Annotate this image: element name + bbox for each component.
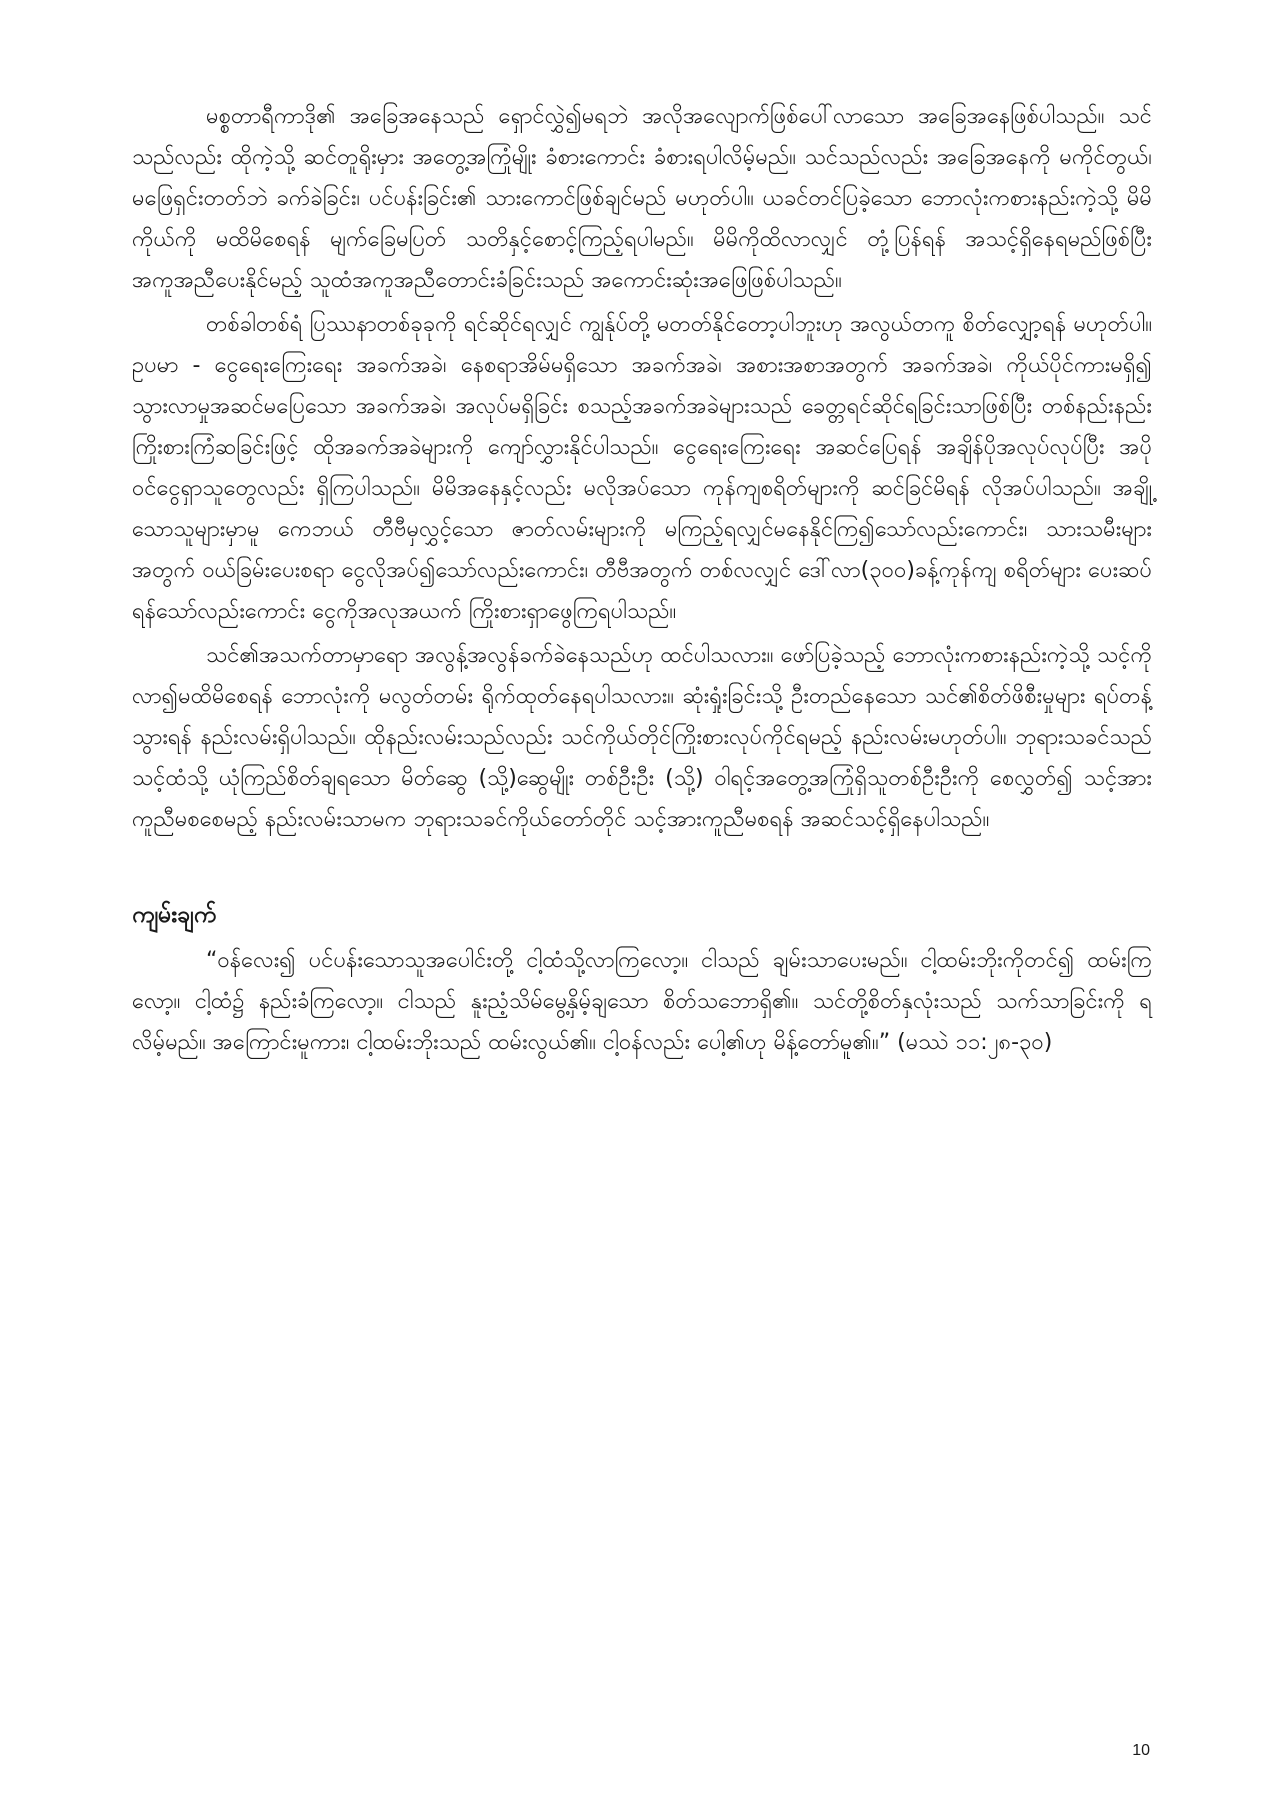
body-paragraph-1: မစ္စတာရီကာဒို၏ အခြေအနေသည် ရှောင်လွှဲ၍မရဘဲ အလိုအလျောက်ဖြစ်ပေါ်လာသော အခြေအနေဖြစ်ပါသည်။ သင်သည်လည်း ထိုကဲ့သို့ ဆင်တူရိုးမှား အတွေ့အကြုံမျိုး ခံစားကောင်း ခံစားရပါလိမ့်မည်။ သင်သည်လည်း အခြေအနေကို မကိုင်တွယ်၊ မဖြေရှင်းတတ်ဘဲ ခက်ခဲခြင်း၊ ပင်ပန်းခြင်း၏ သားကောင်ဖြစ်ချင်မည် မဟုတ်ပါ။ ယခင်တင်ပြခဲ့သော ဘောလုံးကစားနည်းကဲ့သို့ မိမိကိုယ်ကို မထိမိစေရန် မျက်ခြေမပြတ် သတိနှင့်စောင့်ကြည့်ရပါမည်။ မိမိကိုထိလာလျှင် တုံ့ပြန်ရန် အသင့်ရှိနေရမည်ဖြစ်ပြီး အကူအညီပေးနိုင်မည့် သူထံအကူအညီတောင်းခံခြင်းသည် အကောင်းဆုံးအဖြေဖြစ်ပါသည်။ [132, 104, 1152, 293]
page-number: 10 [1132, 1742, 1150, 1759]
scripture-quote: “ဝန်လေး၍ ပင်ပန်းသောသူအပေါင်းတို့ ငါ့ထံသို့လာကြလော့။ ငါသည် ချမ်းသာပေးမည်။ ငါ့ထမ်းဘိုးကိုတင်၍ ထမ်းကြလော့။ ငါ့ထံ၌ နည်းခံကြလော့။ ငါသည် နူးညံ့သိမ်မွေ့နှိမ့်ချသော စိတ်သဘောရှိ၏။ သင်တို့စိတ်နှလုံးသည် သက်သာခြင်းကို ရလိမ့်မည်။ အကြောင်းမူကား၊ ငါ့ထမ်းဘိုးသည် ထမ်းလွယ်၏။ ငါ့ဝန်လည်း ပေါ့၏ဟု မိန့်တော်မူ၏။” (မဿဲ ၁၁:၂၈-၃၀) [132, 948, 1152, 1055]
section-heading: ကျမ်းချက် [132, 902, 217, 928]
body-paragraph-3: သင်၏အသက်တာမှာရော အလွန့်အလွန်ခက်ခဲနေသည်ဟု ထင်ပါသလား။ ဖော်ပြခဲ့သည့် ဘောလုံးကစားနည်းကဲ့သို့ သင့်ကိုလာ၍မထိမိစေရန် ဘောလုံးကို မလွတ်တမ်း ရိုက်ထုတ်နေရပါသလား။ ဆုံးရှုံးခြင်းသို့ ဦးတည်နေသော သင်၏စိတ်ဖိစီးမှုများ ရပ်တန့်သွားရန် နည်းလမ်းရှိပါသည်။ ထိုနည်းလမ်းသည်လည်း သင်ကိုယ်တိုင်ကြိုးစားလုပ်ကိုင်ရမည့် နည်းလမ်းမဟုတ်ပါ။ ဘုရားသခင်သည် သင့်ထံသို့ ယုံကြည်စိတ်ချရသော မိတ်ဆွေ (သို့)ဆွေမျိုး တစ်ဦးဦး (သို့) ဝါရင့်အတွေ့အကြုံရှိသူတစ်ဦးဦးကို စေလွှတ်၍ သင့်အားကူညီမစစေမည့် နည်းလမ်းသာမက ဘုရားသခင်ကိုယ်တော်တိုင် သင့်အားကူညီမစရန် အဆင်သင့်ရှိနေပါသည်။ [132, 643, 1152, 832]
body-paragraph-2: တစ်ခါတစ်ရံ ပြဿနာတစ်ခုခုကို ရင်ဆိုင်ရလျှင် ကျွန်ုပ်တို့ မတတ်နိုင်တော့ပါဘူးဟု အလွယ်တကူ စိတ်လျှော့ရန် မဟုတ်ပါ။ ဥပမာ - ငွေရေးကြေးရေး အခက်အခဲ၊ နေစရာအိမ်မရှိသော အခက်အခဲ၊ အစားအစာအတွက် အခက်အခဲ၊ ကိုယ်ပိုင်ကားမရှိ၍ သွားလာမှုအဆင်မပြေသော အခက်အခဲ၊ အလုပ်မရှိခြင်း စသည့်အခက်အခဲများသည် ခေတ္တရင်ဆိုင်ရခြင်းသာဖြစ်ပြီး တစ်နည်းနည်းကြိုးစားကြံဆခြင်းဖြင့် ထိုအခက်အခဲများကို ကျော်လွှားနိုင်ပါသည်။ ငွေရေးကြေးရေး အဆင်ပြေရန် အချိန်ပိုအလုပ်လုပ်ပြီး အပိုဝင်ငွေရှာသူတွေလည်း ရှိကြပါသည်။ မိမိအနေနှင့်လည်း မလိုအပ်သော ကုန်ကျစရိတ်များကို ဆင်ခြင်မိရန် လိုအပ်ပါသည်။ အချို့သောသူများမှာမူ ကေဘယ် တီဗီမှလွှင့်သော ဇာတ်လမ်းများကို မကြည့်ရလျှင်မနေနိုင်ကြ၍သော်လည်းကောင်း၊ သားသမီးများအတွက် ဝယ်ခြမ်းပေးစရာ ငွေလိုအပ်၍သော်လည်းကောင်း၊ တီဗီအတွက် တစ်လလျှင် ဒေါ်လာ(၃၀၀)ခန့်ကုန်ကျ စရိတ်များ ပေးဆပ်ရန်သော်လည်းကောင်း ငွေကိုအလုအယက် ကြိုးစားရှာဖွေကြရပါသည်။ [132, 312, 1152, 624]
